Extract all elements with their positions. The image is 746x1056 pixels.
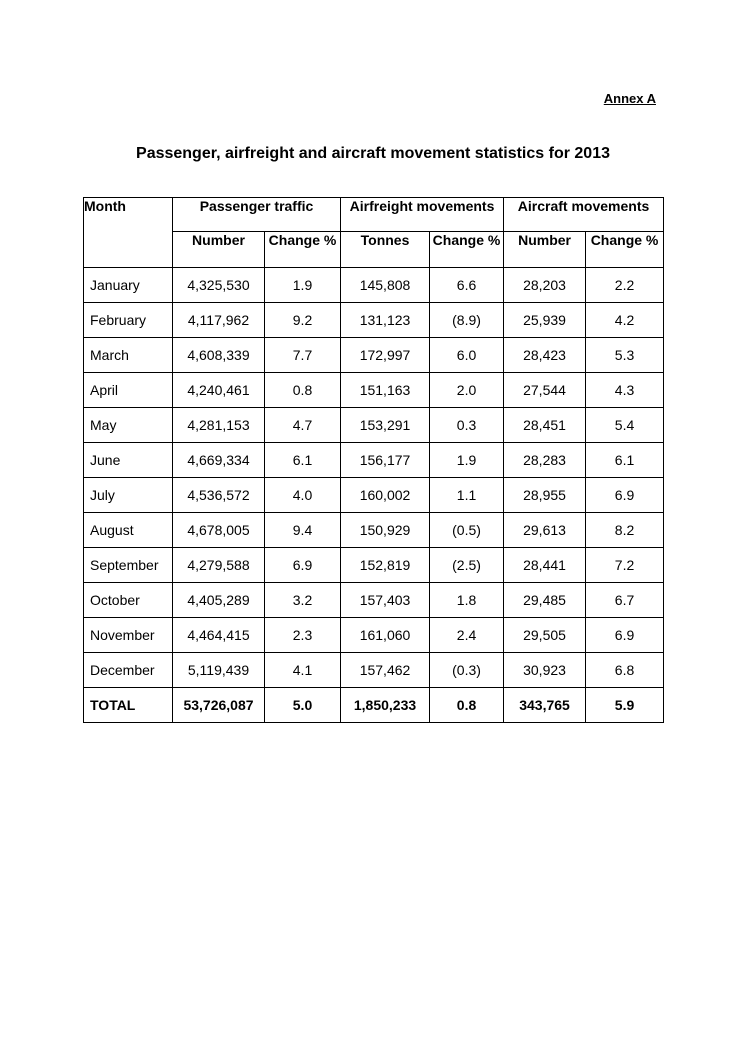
cell-passenger-change: 1.9: [265, 268, 341, 303]
cell-airfreight-tonnes: 157,403: [341, 583, 430, 618]
cell-aircraft-number: 28,955: [504, 478, 586, 513]
cell-passenger-number: 4,669,334: [173, 443, 265, 478]
table-row: [84, 373, 664, 408]
table-row: [84, 338, 664, 373]
cell-aircraft-change: 4.3: [586, 373, 664, 408]
header-passenger-number: Number: [173, 232, 265, 268]
cell-airfreight-tonnes: 1,850,233: [341, 688, 430, 723]
cell-month: July: [84, 478, 173, 513]
cell-month: May: [84, 408, 173, 443]
cell-passenger-change: 5.0: [265, 688, 341, 723]
cell-passenger-number: 4,678,005: [173, 513, 265, 548]
cell-passenger-change: 6.9: [265, 548, 341, 583]
cell-airfreight-change: (0.5): [430, 513, 504, 548]
cell-aircraft-change: 6.9: [586, 478, 664, 513]
cell-passenger-number: 4,405,289: [173, 583, 265, 618]
cell-aircraft-change: 6.1: [586, 443, 664, 478]
cell-airfreight-change: 1.9: [430, 443, 504, 478]
cell-passenger-change: 6.1: [265, 443, 341, 478]
cell-aircraft-number: 29,485: [504, 583, 586, 618]
cell-airfreight-change: 1.1: [430, 478, 504, 513]
cell-airfreight-change: 0.8: [430, 688, 504, 723]
cell-month: November: [84, 618, 173, 653]
cell-airfreight-change: 1.8: [430, 583, 504, 618]
cell-passenger-number: 4,464,415: [173, 618, 265, 653]
cell-airfreight-change: 6.0: [430, 338, 504, 373]
cell-airfreight-tonnes: 152,819: [341, 548, 430, 583]
cell-airfreight-tonnes: 150,929: [341, 513, 430, 548]
cell-aircraft-number: 29,505: [504, 618, 586, 653]
cell-passenger-change: 7.7: [265, 338, 341, 373]
cell-month: September: [84, 548, 173, 583]
cell-month: June: [84, 443, 173, 478]
total-row: [84, 688, 664, 723]
cell-aircraft-number: 28,203: [504, 268, 586, 303]
cell-aircraft-change: 4.2: [586, 303, 664, 338]
cell-passenger-number: 4,279,588: [173, 548, 265, 583]
table-row: [84, 408, 664, 443]
cell-airfreight-tonnes: 153,291: [341, 408, 430, 443]
table-body: [84, 268, 664, 723]
cell-passenger-number: 4,608,339: [173, 338, 265, 373]
cell-airfreight-tonnes: 156,177: [341, 443, 430, 478]
cell-aircraft-number: 29,613: [504, 513, 586, 548]
cell-passenger-number: 4,281,153: [173, 408, 265, 443]
header-row-groups: [84, 198, 664, 232]
cell-airfreight-tonnes: 131,123: [341, 303, 430, 338]
cell-passenger-change: 4.1: [265, 653, 341, 688]
cell-passenger-change: 0.8: [265, 373, 341, 408]
cell-aircraft-number: 25,939: [504, 303, 586, 338]
table-header: [84, 198, 664, 268]
table-row: [84, 443, 664, 478]
cell-aircraft-change: 7.2: [586, 548, 664, 583]
cell-aircraft-number: 28,423: [504, 338, 586, 373]
cell-passenger-number: 5,119,439: [173, 653, 265, 688]
cell-airfreight-change: 0.3: [430, 408, 504, 443]
header-aircraft-movements: Aircraft movements: [504, 198, 664, 232]
cell-airfreight-tonnes: 161,060: [341, 618, 430, 653]
header-aircraft-number: Number: [504, 232, 586, 268]
header-aircraft-change: Change %: [586, 232, 664, 268]
cell-passenger-change: 3.2: [265, 583, 341, 618]
cell-month: March: [84, 338, 173, 373]
header-month: Month: [84, 198, 173, 268]
cell-passenger-number: 4,325,530: [173, 268, 265, 303]
cell-airfreight-change: (2.5): [430, 548, 504, 583]
cell-airfreight-tonnes: 145,808: [341, 268, 430, 303]
cell-month: October: [84, 583, 173, 618]
cell-month: January: [84, 268, 173, 303]
header-airfreight-change: Change %: [430, 232, 504, 268]
cell-airfreight-change: (0.3): [430, 653, 504, 688]
annex-label: Annex A: [603, 91, 656, 106]
cell-aircraft-number: 343,765: [504, 688, 586, 723]
cell-passenger-change: 9.2: [265, 303, 341, 338]
cell-airfreight-tonnes: 160,002: [341, 478, 430, 513]
cell-passenger-change: 4.0: [265, 478, 341, 513]
header-passenger-traffic: Passenger traffic: [173, 198, 341, 232]
cell-airfreight-change: 2.0: [430, 373, 504, 408]
statistics-table: [83, 197, 664, 723]
cell-passenger-change: 4.7: [265, 408, 341, 443]
cell-month: February: [84, 303, 173, 338]
cell-airfreight-change: 2.4: [430, 618, 504, 653]
cell-aircraft-change: 6.8: [586, 653, 664, 688]
table-row: [84, 478, 664, 513]
cell-aircraft-number: 28,283: [504, 443, 586, 478]
page-title: Passenger, airfreight and aircraft movement statistics for 2013: [136, 145, 610, 162]
cell-airfreight-tonnes: 172,997: [341, 338, 430, 373]
cell-airfreight-change: 6.6: [430, 268, 504, 303]
header-passenger-change: Change %: [265, 232, 341, 268]
table-row: [84, 513, 664, 548]
cell-airfreight-tonnes: 151,163: [341, 373, 430, 408]
cell-passenger-change: 2.3: [265, 618, 341, 653]
cell-month: April: [84, 373, 173, 408]
table-row: [84, 653, 664, 688]
cell-aircraft-change: 6.9: [586, 618, 664, 653]
table-row: [84, 303, 664, 338]
cell-passenger-number: 4,536,572: [173, 478, 265, 513]
cell-passenger-number: 4,240,461: [173, 373, 265, 408]
table-row: [84, 548, 664, 583]
table-row: [84, 583, 664, 618]
table-row: [84, 618, 664, 653]
cell-aircraft-number: 30,923: [504, 653, 586, 688]
cell-airfreight-change: (8.9): [430, 303, 504, 338]
header-airfreight-tonnes: Tonnes: [341, 232, 430, 268]
cell-month: August: [84, 513, 173, 548]
cell-aircraft-change: 2.2: [586, 268, 664, 303]
cell-aircraft-change: 5.9: [586, 688, 664, 723]
cell-passenger-number: 4,117,962: [173, 303, 265, 338]
cell-aircraft-number: 28,441: [504, 548, 586, 583]
cell-passenger-number: 53,726,087: [173, 688, 265, 723]
cell-aircraft-change: 5.4: [586, 408, 664, 443]
cell-aircraft-change: 8.2: [586, 513, 664, 548]
cell-month: TOTAL: [84, 688, 173, 723]
cell-aircraft-change: 5.3: [586, 338, 664, 373]
table-row: [84, 268, 664, 303]
cell-month: December: [84, 653, 173, 688]
cell-airfreight-tonnes: 157,462: [341, 653, 430, 688]
cell-aircraft-number: 27,544: [504, 373, 586, 408]
cell-passenger-change: 9.4: [265, 513, 341, 548]
cell-aircraft-change: 6.7: [586, 583, 664, 618]
header-airfreight-movements: Airfreight movements: [341, 198, 504, 232]
cell-aircraft-number: 28,451: [504, 408, 586, 443]
